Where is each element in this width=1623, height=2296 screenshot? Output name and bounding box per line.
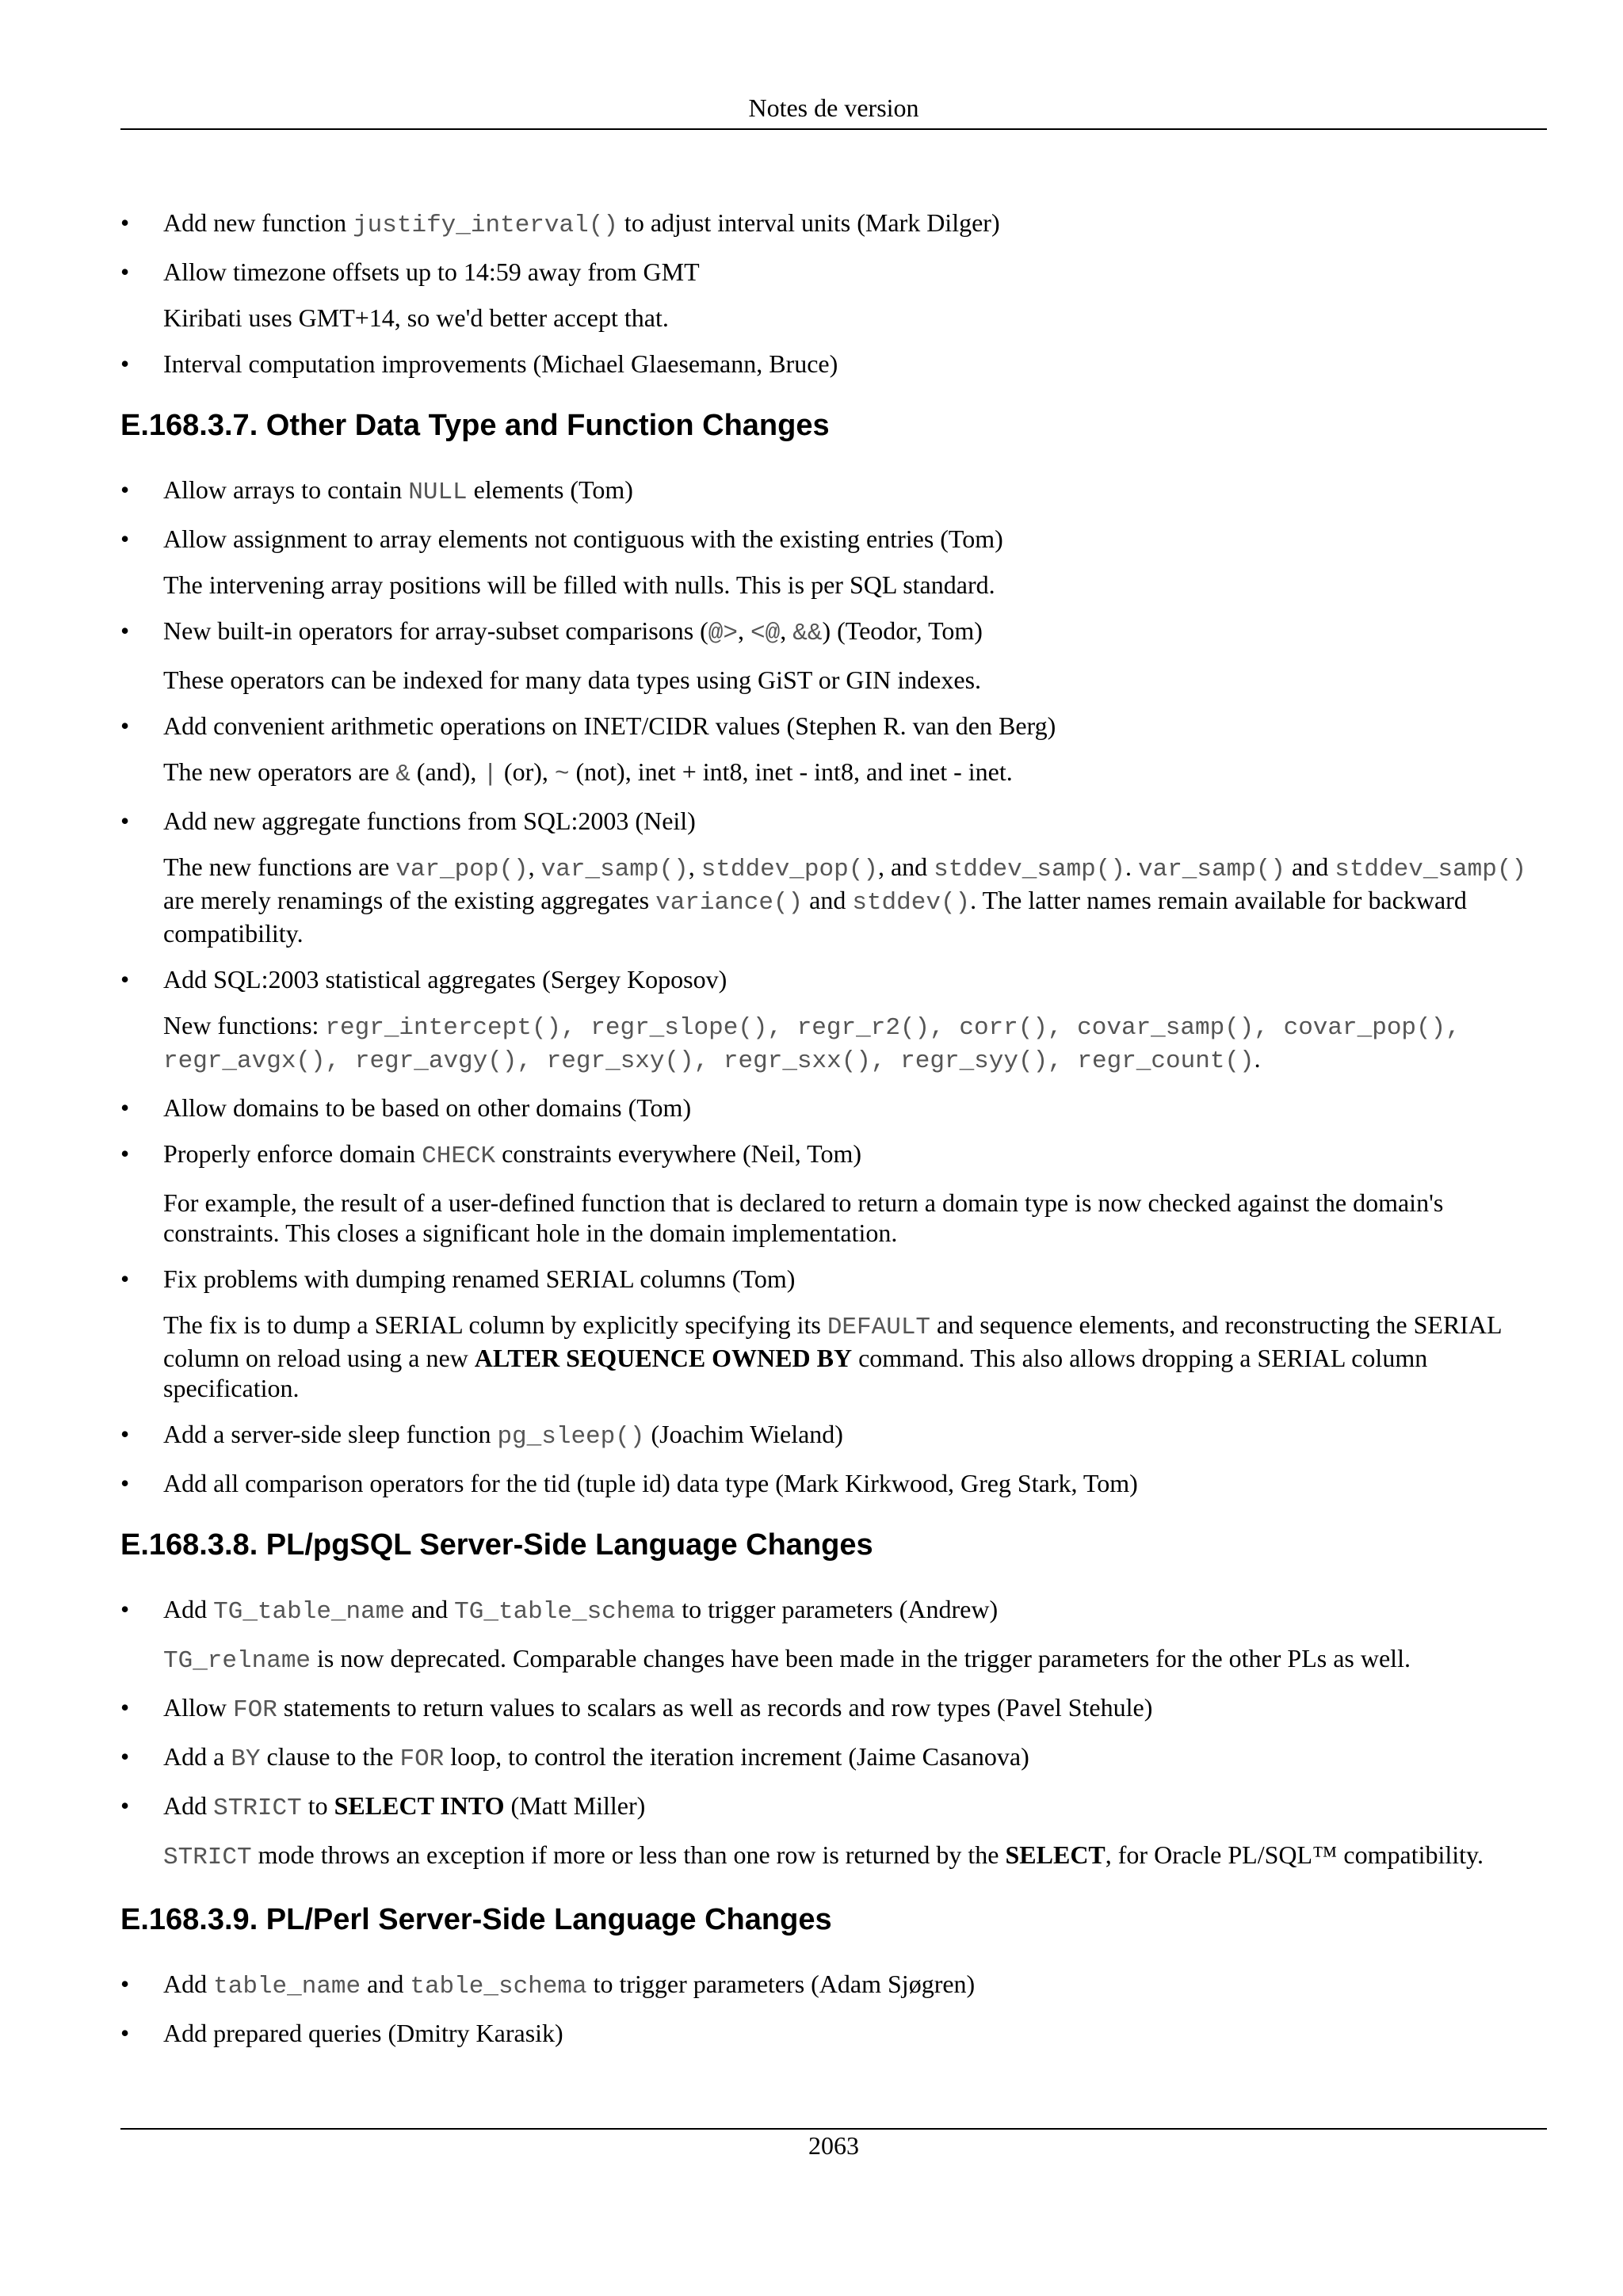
bullet: • [120, 2019, 130, 2047]
bullet: • [120, 711, 130, 740]
page-content [120, 208, 1547, 2064]
bullet: • [120, 257, 130, 286]
item-note: The new functions are var_pop(), var_samp(), stddev_pop(), and stddev_samp(). var_samp() and stddev_samp() are merely renamings of the existing aggregates variance() and stddev(). The latter names remain available for backward compatibility. [163, 852, 1527, 948]
item-note: STRICT mode throws an exception if more or less than one row is returned by the SELECT, for Oracle PL/SQL™ compatibility. [163, 1840, 1484, 1871]
section-list [120, 1594, 1547, 1873]
list-item: • Allow assignment to array elements not contiguous with the existing entries (Tom) The intervening array positions will be filled with nulls. This is per SQL standard. [120, 524, 1547, 600]
item-note: The intervening array positions will be filled with nulls. This is per SQL standard. [163, 570, 995, 599]
footer-rule [120, 2128, 1547, 2130]
item-note: These operators can be indexed for many data types using GiST or GIN indexes. [163, 666, 982, 694]
intro-list [120, 208, 1547, 379]
bullet: • [120, 1693, 130, 1722]
list-item: • Properly enforce domain CHECK constraints everywhere (Neil, Tom) For example, the result of a user-defined function that is declared to return a domain type is now checked against the domain's constraints. This closes a significant hole in the domain implementation. [120, 1138, 1547, 1248]
list-item: • Allow domains to be based on other domains (Tom) [120, 1093, 692, 1122]
bullet: • [120, 807, 130, 835]
section-heading: E.168.3.7. Other Data Type and Function Changes [120, 409, 830, 442]
list-item: • Allow timezone offsets up to 14:59 away from GMT Kiribati uses GMT+14, so we'd better accept that. [120, 257, 1547, 333]
list-item: • Add prepared queries (Dmitry Karasik) [120, 2019, 563, 2047]
bullet: • [120, 349, 130, 378]
list-item: • Add STRICT to SELECT INTO (Matt Miller) STRICT mode throws an exception if more or less than one row is returned by the SELECT, for Oracle PL/SQL™ compatibility. [120, 1791, 1547, 1873]
list-item: • Add all comparison operators for the tid (tuple id) data type (Mark Kirkwood, Greg Stark, Tom) [120, 1469, 1138, 1497]
list-item: • New built-in operators for array-subset comparisons (@>, <@, &&) (Teodor, Tom) These operators can be indexed for many data types using GiST or GIN indexes. [120, 616, 1547, 695]
bullet: • [120, 616, 130, 645]
bullet: • [120, 208, 130, 237]
list-item: • Add table_name and table_schema to trigger parameters (Adam Sjøgren) [120, 1970, 976, 2000]
list-item: • Interval computation improvements (Michael Glaesemann, Bruce) [120, 349, 838, 378]
list-item: • Add convenient arithmetic operations on INET/CIDR values (Stephen R. van den Berg) The new operators are & (and), | (or), ~ (not), inet + int8, inet - int8, and inet - inet. [120, 711, 1547, 790]
list-item: • Add new function justify_interval() to adjust interval units (Mark Dilger) [120, 208, 1000, 239]
section-heading: E.168.3.8. PL/pgSQL Server-Side Language Changes [120, 1528, 873, 1562]
running-header: Notes de version [748, 93, 919, 122]
item-note: For example, the result of a user-defined function that is declared to return a domain type is now checked against the domain's constraints. This closes a significant hole in the domain implementation. [163, 1188, 1444, 1247]
bullet: • [120, 1420, 130, 1448]
header-rule [120, 128, 1547, 130]
item-note: Kiribati uses GMT+14, so we'd better accept that. [163, 303, 669, 332]
item-note: TG_relname is now deprecated. Comparable changes have been made in the trigger parameters for the other PLs as well. [163, 1644, 1411, 1675]
bullet: • [120, 524, 130, 553]
function-name: justify_interval() [353, 212, 618, 239]
bullet: • [120, 965, 130, 994]
list-item: • Add new aggregate functions from SQL:2003 (Neil) The new functions are var_pop(), var_samp(), stddev_pop(), and stddev_samp(). var_samp() and stddev_samp() are merely renamings of the existing aggregates variance() and stddev(). The latter names remain available for backward compatibility. [120, 806, 1547, 948]
bullet: • [120, 1595, 130, 1623]
section-list [120, 475, 1547, 1498]
page-number: 2063 [808, 2131, 859, 2160]
bullet: • [120, 1264, 130, 1293]
bullet: • [120, 475, 130, 504]
item-note: New functions: regr_intercept(), regr_slope(), regr_r2(), corr(), covar_samp(), covar_pop(), regr_avgx(), regr_avgy(), regr_sxy(), regr_sxx(), regr_syy(), regr_count(). [163, 1011, 1461, 1075]
list-item: • Add a BY clause to the FOR loop, to control the iteration increment (Jaime Casanova) [120, 1742, 1029, 1773]
list-item: • Add a server-side sleep function pg_sleep() (Joachim Wieland) [120, 1420, 843, 1451]
bullet: • [120, 1469, 130, 1497]
bullet: • [120, 1791, 130, 1820]
item-note: The fix is to dump a SERIAL column by explicitly specifying its DEFAULT and sequence elements, and reconstructing the SERIAL column on reload using a new ALTER SEQUENCE OWNED BY command. This also allows dropping a SERIAL column specification. [163, 1310, 1502, 1402]
list-item: • Add TG_table_name and TG_table_schema to trigger parameters (Andrew) TG_relname is now deprecated. Comparable changes have been made in the trigger parameters for the other PLs as well. [120, 1594, 1547, 1676]
section-heading: E.168.3.9. PL/Perl Server-Side Language Changes [120, 1903, 832, 1936]
bullet: • [120, 1139, 130, 1168]
section-list [120, 1969, 1547, 2048]
bullet: • [120, 1093, 130, 1122]
list-item: • Fix problems with dumping renamed SERIAL columns (Tom) The fix is to dump a SERIAL column by explicitly specifying its DEFAULT and sequence elements, and reconstructing the SERIAL column on reload using a new ALTER SEQUENCE OWNED BY command. This also allows dropping a SERIAL column specification. [120, 1264, 1547, 1403]
list-item: • Allow arrays to contain NULL elements (Tom) [120, 475, 633, 506]
item-note: The new operators are & (and), | (or), ~ (not), inet + int8, inet - int8, and inet - inet. [163, 757, 1013, 788]
bullet: • [120, 1970, 130, 1998]
list-item: • Add SQL:2003 statistical aggregates (Sergey Koposov) New functions: regr_intercept(), regr_slope(), regr_r2(), corr(), covar_samp(), covar_pop(), regr_avgx(), regr_avgy(), regr_sxy(), regr_sxx(), regr_syy(), regr_count(). [120, 964, 1547, 1077]
bullet: • [120, 1742, 130, 1771]
list-item: • Allow FOR statements to return values to scalars as well as records and row types (Pavel Stehule) [120, 1693, 1153, 1724]
